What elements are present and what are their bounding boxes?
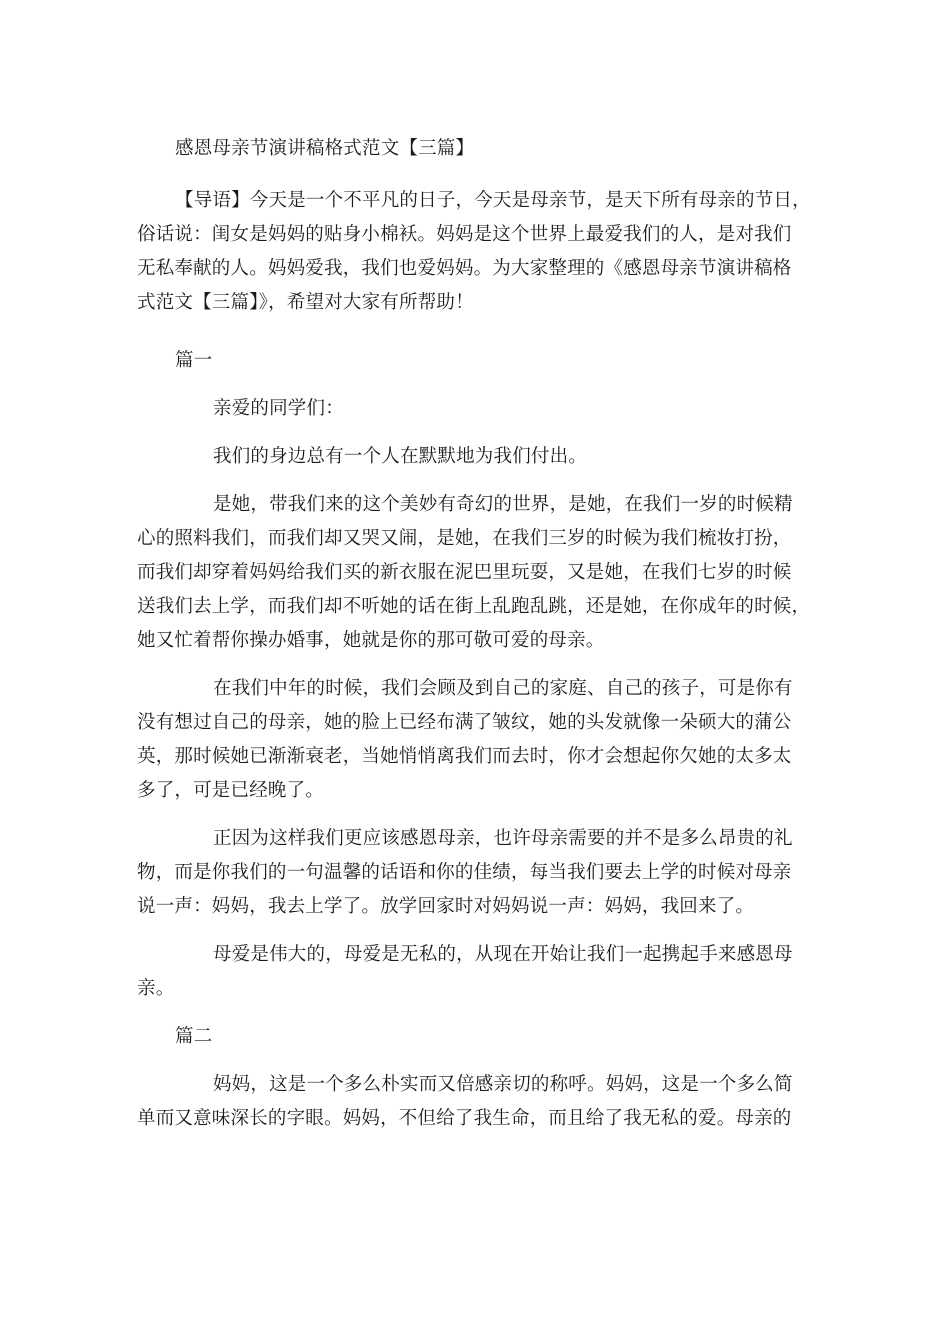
- document-title: 感恩母亲节演讲稿格式范文【三篇】: [175, 138, 475, 159]
- paragraph-line: 单而又意味深长的字眼。妈妈，不但给了我生命，而且给了我无私的爱。母亲的: [137, 1108, 792, 1129]
- section-heading-1: 篇一: [175, 350, 213, 371]
- paragraph-6: [137, 1068, 817, 1136]
- intro-line: 式范文【三篇】》，希望对大家有所帮助！: [137, 292, 474, 313]
- paragraph-line: 是她，带我们来的这个美妙有奇幻的世界，是她，在我们一岁的时候精: [213, 494, 793, 515]
- paragraph-line: 说一声：妈妈，我去上学了。放学回家时对妈妈说一声：妈妈，我回来了。: [137, 896, 755, 917]
- paragraph-line: 我们的身边总有一个人在默默地为我们付出。: [213, 446, 588, 467]
- paragraph-line: 她又忙着帮你操办婚事，她就是你的那可敬可爱的母亲。: [137, 630, 605, 651]
- intro-line: 无私奉献的人。妈妈爱我，我们也爱妈妈。为大家整理的《感恩母亲节演讲稿格: [137, 258, 792, 279]
- paragraph-line: 没有想过自己的母亲，她的脸上已经布满了皱纹，她的头发就像一朵硕大的蒲公: [137, 712, 792, 733]
- greeting-paragraph: [137, 392, 817, 426]
- intro-paragraph: [137, 184, 817, 320]
- paragraph-line: 亲。: [137, 978, 175, 999]
- intro-line: 俗话说：闺女是妈妈的贴身小棉袄。妈妈是这个世界上最爱我们的人，是对我们: [137, 224, 792, 245]
- paragraph-line: 心的照料我们，而我们却又哭又闹，是她，在我们三岁的时候为我们梳妆打扮，: [137, 528, 792, 549]
- intro-line: 【导语】今天是一个不平凡的日子，今天是母亲节，是天下所有母亲的节日，: [175, 190, 811, 211]
- paragraph-1: [137, 440, 817, 474]
- paragraph-line: 妈妈，这是一个多么朴实而又倍感亲切的称呼。妈妈，这是一个多么简: [213, 1074, 793, 1095]
- paragraph-line: 母爱是伟大的，母爱是无私的，从现在开始让我们一起携起手来感恩母: [213, 944, 793, 965]
- paragraph-2: [137, 488, 817, 658]
- paragraph-4: [137, 822, 817, 924]
- paragraph-line: 送我们去上学，而我们却不听她的话在街上乱跑乱跳，还是她，在你成年的时候，: [137, 596, 811, 617]
- paragraph-line: 正因为这样我们更应该感恩母亲，也许母亲需要的并不是多么昂贵的礼: [213, 828, 793, 849]
- greeting-line: 亲爱的同学们：: [213, 398, 344, 419]
- section-heading-2: 篇二: [175, 1026, 213, 1047]
- paragraph-line: 而我们却穿着妈妈给我们买的新衣服在泥巴里玩耍，又是她，在我们七岁的时候: [137, 562, 792, 583]
- paragraph-3: [137, 672, 817, 808]
- paragraph-line: 物，而是你我们的一句温馨的话语和你的佳绩，每当我们要去上学的时候对母亲: [137, 862, 792, 883]
- paragraph-line: 英，那时候她已渐渐衰老，当她悄悄离我们而去时，你才会想起你欠她的太多太: [137, 746, 792, 767]
- paragraph-5: [137, 938, 817, 1006]
- paragraph-line: 在我们中年的时候，我们会顾及到自己的家庭、自己的孩子，可是你有: [213, 678, 793, 699]
- paragraph-line: 多了，可是已经晚了。: [137, 780, 325, 801]
- document-body: [137, 132, 817, 1136]
